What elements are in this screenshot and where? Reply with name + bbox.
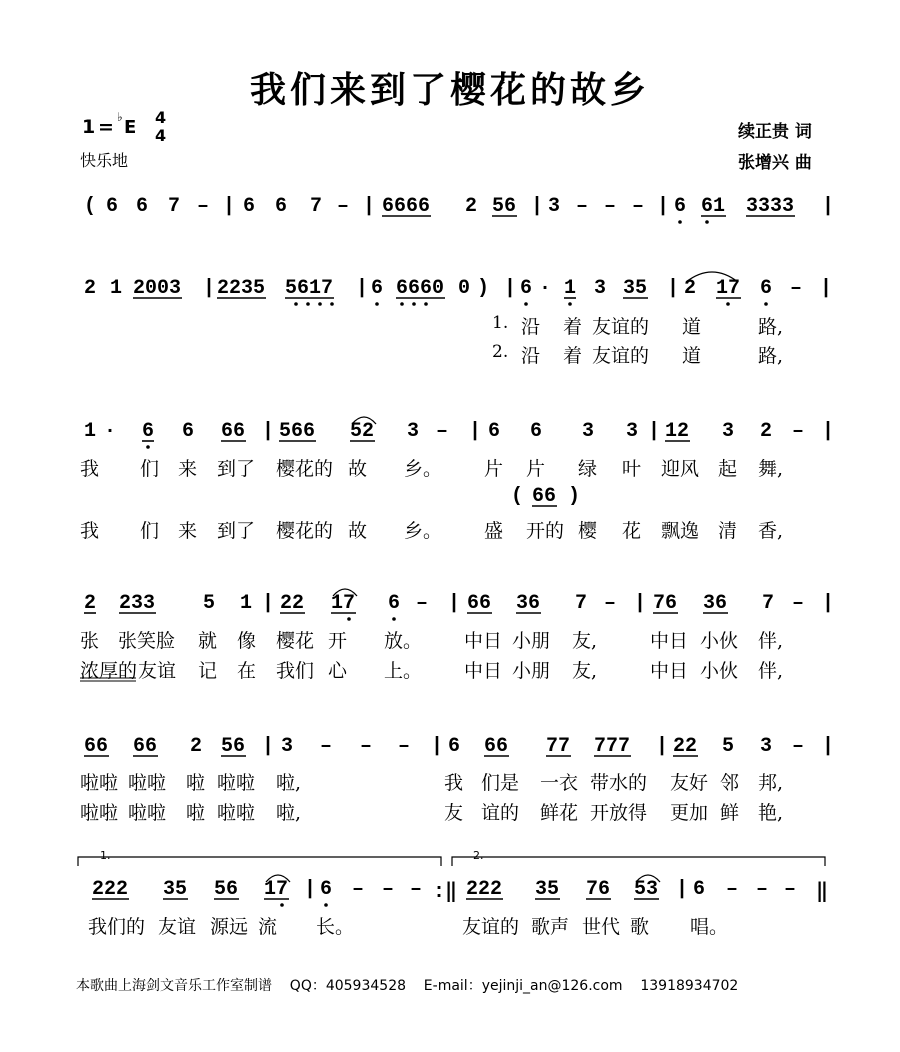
note: 6 [693, 878, 706, 901]
lyric: 香, [758, 520, 784, 542]
lyric: 长。 [316, 916, 355, 938]
lyric: 乡。 [404, 520, 443, 542]
note: 2 [84, 592, 97, 615]
note-group: 35 [623, 277, 648, 300]
footer-credits: 本歌曲上海剑文音乐工作室制谱 QQ：405934528 E-mail：yejinji_an@126.com 13918934702 [76, 978, 739, 994]
lyric: 故 [348, 520, 368, 542]
barline: | [356, 277, 369, 300]
lyric: 樱花的 [276, 458, 334, 480]
lyric: 清 [718, 520, 738, 542]
dot: · [539, 277, 552, 300]
note: 6 [760, 277, 773, 300]
dash: – [360, 735, 373, 758]
note-group: 17 [331, 592, 356, 615]
repeat-end-barline: :‖ [433, 881, 458, 904]
lyric: 道 [682, 345, 702, 367]
dot: · [104, 420, 117, 443]
lyric: 到了 [217, 458, 256, 480]
composer: 张增兴 曲 [738, 153, 812, 173]
lyric: 开放得 [590, 802, 648, 824]
lyric: 道 [682, 316, 702, 338]
barline: | [262, 592, 275, 615]
note-group: 6666 [382, 195, 431, 218]
barline: | [648, 420, 661, 443]
barline: | [531, 195, 544, 218]
lyric: 啦啦 [80, 802, 119, 824]
barline: | [656, 735, 669, 758]
barline: | [822, 735, 835, 758]
dash: – [382, 878, 395, 901]
dash: – [337, 195, 350, 218]
lyric: 歌 [630, 916, 650, 938]
dash: – [604, 592, 617, 615]
note: 6 [520, 277, 533, 300]
note-group: 61 [701, 195, 726, 218]
note-group: 76 [586, 878, 611, 901]
dash: – [632, 195, 645, 218]
lyric: 伴, [758, 630, 784, 652]
lyric: 上。 [384, 660, 423, 682]
note: 6 [448, 735, 461, 758]
note-group: 36 [703, 592, 728, 615]
note: 7 [168, 195, 181, 218]
page-title: 我们来到了樱花的故乡 [249, 69, 650, 111]
lyric: 小伙 [700, 630, 739, 652]
lyric: 鲜花 [540, 802, 579, 824]
lyric: 故 [348, 458, 368, 480]
dash: – [320, 735, 333, 758]
lyric: 迎风 [661, 458, 700, 480]
lyric: 更加 [670, 802, 709, 824]
lyric: 樱 [578, 520, 598, 542]
lyric: 盛 [484, 520, 504, 542]
note-group: 77 [546, 735, 571, 758]
lyric: 鲜 [720, 802, 740, 824]
barline: | [820, 277, 833, 300]
lyric: 叶 [622, 458, 642, 480]
note: 3 [626, 420, 639, 443]
lyric: 小朋 [512, 660, 551, 682]
lyric: 我 [80, 520, 100, 542]
note-group: 3333 [746, 195, 795, 218]
note-group: 66 [221, 420, 246, 443]
alt-notes: 66 [532, 485, 557, 508]
note: 2 [465, 195, 478, 218]
note-group: 66 [133, 735, 158, 758]
dash: – [436, 420, 449, 443]
note: 7 [575, 592, 588, 615]
paren-close: ) [477, 277, 490, 300]
note: 2 [684, 277, 697, 300]
lyric: 樱花 [276, 630, 315, 652]
lyric: 友谊的 [592, 316, 650, 338]
note: 3 [407, 420, 420, 443]
lyric: 小伙 [700, 660, 739, 682]
lyric: 们是 [481, 772, 520, 794]
note-group: 233 [119, 592, 156, 615]
lyric: 唱。 [690, 916, 729, 938]
barline: | [822, 195, 835, 218]
dash: – [604, 195, 617, 218]
note: 5 [203, 592, 216, 615]
verse-number: 1. [492, 313, 509, 333]
lyric: 友谊 [158, 916, 197, 938]
lyric: 记 [198, 660, 218, 682]
note: 5 [722, 735, 735, 758]
note: 6 [182, 420, 195, 443]
lyric: 一衣 [540, 772, 579, 794]
note: 3 [548, 195, 561, 218]
note: 1 [110, 277, 123, 300]
note: 6 [674, 195, 687, 218]
lyric: 友, [572, 630, 598, 652]
note: 6 [106, 195, 119, 218]
barline: | [262, 735, 275, 758]
dash: – [756, 878, 769, 901]
dash: – [576, 195, 589, 218]
note: 7 [310, 195, 323, 218]
lyric: 张笑脸 [118, 630, 176, 652]
note-group: 222 [466, 878, 503, 901]
note: 3 [281, 735, 294, 758]
note-group: 17 [716, 277, 741, 300]
barline: | [822, 420, 835, 443]
note: 6 [243, 195, 256, 218]
alt-notes-paren-close: ) [568, 485, 581, 508]
note: 2 [190, 735, 203, 758]
note-group: 5617 [285, 277, 334, 300]
lyric: 起 [718, 458, 738, 480]
barline: | [448, 592, 461, 615]
note: 6 [136, 195, 149, 218]
slurs [266, 272, 741, 882]
lyric: 乡。 [404, 458, 443, 480]
lyric: 中日 [464, 630, 503, 652]
lyric: 友 [444, 802, 464, 824]
lyric: 友谊的 [462, 916, 520, 938]
barline: | [676, 878, 689, 901]
note-group: 22 [280, 592, 305, 615]
note-group: 2003 [133, 277, 182, 300]
note-group: 56 [221, 735, 246, 758]
note: 3 [582, 420, 595, 443]
lyric: 我 [80, 458, 100, 480]
lyric: 舞, [758, 458, 784, 480]
lyric: 花 [622, 520, 642, 542]
note: 6 [142, 420, 155, 443]
lyric: 源远 [210, 916, 249, 938]
lyric: 歌声 [531, 916, 570, 938]
note-group: 6660 [396, 277, 445, 300]
note: 6 [388, 592, 401, 615]
lyric: 开的 [526, 520, 565, 542]
lyric: 中日 [464, 660, 503, 682]
lyric: 到了 [217, 520, 256, 542]
note: 2 [760, 420, 773, 443]
lyric: 就 [198, 630, 218, 652]
lyric: 放。 [384, 630, 423, 652]
lyric: 世代 [582, 916, 621, 938]
note: 6 [275, 195, 288, 218]
lyric: 啦啦 [80, 772, 119, 794]
lyric: 浓厚的 [80, 660, 138, 682]
lyric: 在 [237, 660, 257, 682]
barline: | [667, 277, 680, 300]
lyric: 带水的 [590, 772, 648, 794]
barline: | [822, 592, 835, 615]
lyric: 心 [328, 660, 348, 682]
lyric: 啦 [186, 772, 206, 794]
note-group: 12 [665, 420, 690, 443]
lyric: 我们 [276, 660, 315, 682]
lyric: 片 [484, 458, 504, 480]
note-group: 66 [467, 592, 492, 615]
lyric: 绿 [578, 458, 598, 480]
volta-second-ending-label: 2. [473, 849, 484, 862]
barline: | [469, 420, 482, 443]
lyric: 啦啦 [128, 772, 167, 794]
dash: – [726, 878, 739, 901]
barline: | [431, 735, 444, 758]
lyric: 友, [572, 660, 598, 682]
barline: | [363, 195, 376, 218]
lyric: 流 [258, 916, 278, 938]
barline: | [262, 420, 275, 443]
lyric: 着 [563, 316, 583, 338]
note: 3 [760, 735, 773, 758]
lyric: 邻 [720, 772, 740, 794]
note: 0 [458, 277, 471, 300]
lyric: 中日 [650, 660, 689, 682]
note-group: 35 [163, 878, 188, 901]
lyric: 我 [444, 772, 464, 794]
octave-dots [146, 220, 768, 907]
dash: – [416, 592, 429, 615]
lyricist: 续正贵 词 [738, 122, 812, 142]
lyric: 啦啦 [128, 802, 167, 824]
note-group: 53 [634, 878, 659, 901]
note: 6 [488, 420, 501, 443]
barline: | [203, 277, 216, 300]
volta-brackets [78, 857, 825, 866]
lyric: 们 [140, 458, 160, 480]
lyric: 樱花的 [276, 520, 334, 542]
lyric: 开 [328, 630, 348, 652]
key-equals: = [98, 116, 114, 138]
note: 1 [564, 277, 577, 300]
note-group: 56 [214, 878, 239, 901]
note: 3 [722, 420, 735, 443]
lyric: 啦啦 [217, 802, 256, 824]
lyric: 小朋 [512, 630, 551, 652]
lyric: 着 [563, 345, 583, 367]
note: 2 [84, 277, 97, 300]
barline: | [657, 195, 670, 218]
lyric: 啦, [276, 772, 302, 794]
note-group: 17 [264, 878, 289, 901]
lyric: 友谊的 [592, 345, 650, 367]
note: ( [84, 195, 97, 218]
lyric: 们 [140, 520, 160, 542]
barline: | [504, 277, 517, 300]
note-group: 36 [516, 592, 541, 615]
dash: – [398, 735, 411, 758]
lyric: 啦, [276, 802, 302, 824]
note-group: 76 [653, 592, 678, 615]
lyric: 谊的 [481, 802, 520, 824]
lyric: 友好 [670, 772, 709, 794]
time-signature-top: 4 [155, 108, 167, 127]
dash: – [410, 878, 423, 901]
lyric: 来 [178, 520, 198, 542]
note: 3 [594, 277, 607, 300]
verse-number: 2. [492, 342, 509, 362]
note-group: 66 [484, 735, 509, 758]
lyric: 沿 [521, 345, 541, 367]
lyric: 片 [526, 458, 546, 480]
note-group: 52 [350, 420, 375, 443]
barline: | [223, 195, 236, 218]
dash: – [792, 592, 805, 615]
dash: – [352, 878, 365, 901]
tempo-marking: 快乐地 [80, 151, 129, 170]
lyric: 飘逸 [661, 520, 700, 542]
volta-first-ending-label: 1. [100, 849, 111, 862]
note-group: 222 [92, 878, 129, 901]
lyric: 我们的 [88, 916, 146, 938]
note-group: 777 [594, 735, 631, 758]
note: 7 [762, 592, 775, 615]
note-group: 2235 [217, 277, 266, 300]
alt-notes-paren-open: ( [511, 485, 524, 508]
dash: – [790, 277, 803, 300]
note-group: 35 [535, 878, 560, 901]
note: 1 [84, 420, 97, 443]
time-signature-bottom: 4 [155, 126, 167, 145]
lyric: 艳, [758, 802, 784, 824]
key-one: 1 [82, 116, 96, 138]
final-barline: ‖ [816, 881, 829, 904]
lyric: 像 [237, 630, 257, 652]
flat-sign: ♭ [117, 110, 123, 124]
lyric: 友谊 [138, 660, 177, 682]
lyric: 中日 [650, 630, 689, 652]
lyric: 啦啦 [217, 772, 256, 794]
note-group: 56 [492, 195, 517, 218]
note-group: 566 [279, 420, 316, 443]
beam-lines [80, 216, 795, 899]
key-letter: E [124, 117, 137, 138]
dash: – [792, 420, 805, 443]
dash: – [197, 195, 210, 218]
note-group: 22 [673, 735, 698, 758]
dash: – [792, 735, 805, 758]
note: 6 [371, 277, 384, 300]
barline: | [634, 592, 647, 615]
dash: – [784, 878, 797, 901]
lyric: 沿 [521, 316, 541, 338]
lyric: 来 [178, 458, 198, 480]
lyric: 路, [758, 316, 784, 338]
lyric: 邦, [758, 772, 784, 794]
note: 6 [530, 420, 543, 443]
lyric: 伴, [758, 660, 784, 682]
lyric: 路, [758, 345, 784, 367]
barline: | [304, 878, 317, 901]
note-group: 66 [84, 735, 109, 758]
lyric: 啦 [186, 802, 206, 824]
note: 6 [320, 878, 333, 901]
lyric: 张 [80, 630, 100, 652]
note: 1 [240, 592, 253, 615]
